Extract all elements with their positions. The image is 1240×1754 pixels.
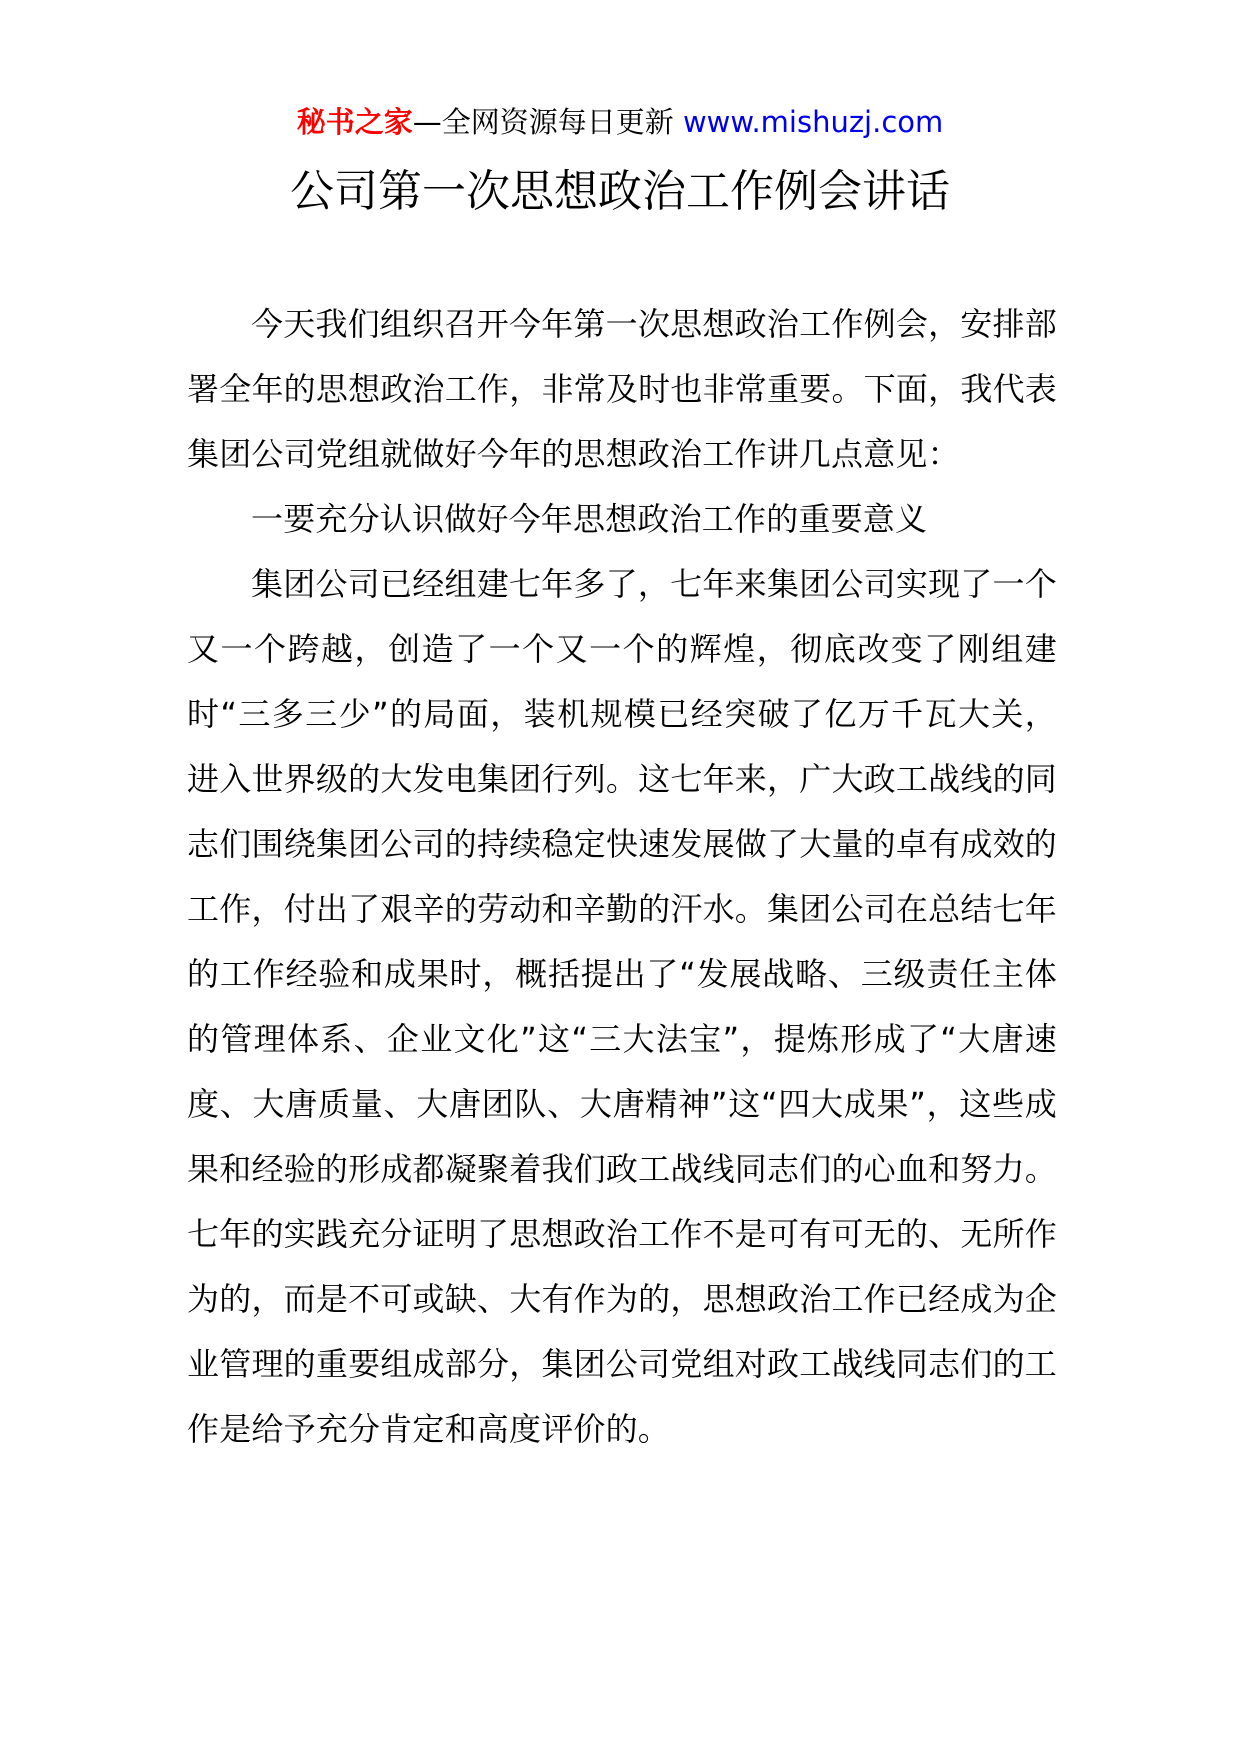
section-heading: 一要充分认识做好今年思想政治工作的重要意义 [251,500,928,538]
site-header [0,100,1240,144]
document-body [187,292,1057,1462]
document-title: 公司第一次思想政治工作例会讲话 [290,166,950,217]
site-url-link[interactable]: www.mishuzj.com [682,105,944,139]
paragraph-body: 集团公司已经组建七年多了，七年来集团公司实现了一个又一个跨越，创造了一个又一个的辉煌，彻底改变了刚组建时“三多三少”的局面，装机规模已经突破了亿万千瓦大关，进入世界级的大发电集团行列。这七年来，广大政工战线的同志们围绕集团公司的持续稳定快速发展做了大量的卓有成效的工作，付出了艰辛的劳动和辛勤的汗水。集团公司在总结七年的工作经验和成果时，概括提出了“发展战略、三级责任主体的管理体系、企业文化”这“三大法宝”，提炼形成了“大唐速度、大唐质量、大唐团队、大唐精神”这“四大成果”，这些成果和经验的形成都凝聚着我们政工战线同志们的心血和努力。七年的实践充分证明了思想政治工作不是可有可无的、无所作为的，而是不可或缺、大有作为的，思想政治工作已经成为企业管理的重要组成部分，集团公司党组对政工战线同志们的工作是给予充分肯定和高度评价的。 [187,565,1057,1448]
paragraph-intro: 今天我们组织召开今年第一次思想政治工作例会，安排部署全年的思想政治工作，非常及时也非常重要。下面，我代表集团公司党组就做好今年的思想政治工作讲几点意见： [187,305,1057,473]
header-slogan: —全网资源每日更新 [412,105,683,139]
brand-name: 秘书之家 [296,105,413,139]
